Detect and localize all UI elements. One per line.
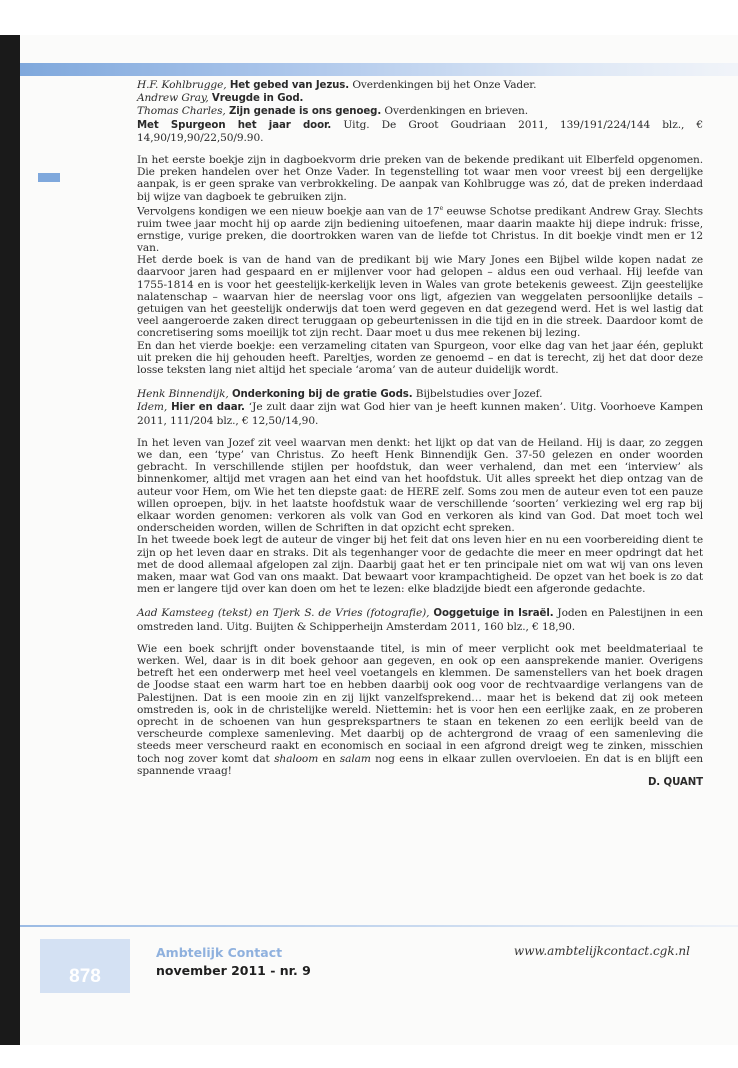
review-1 <box>137 79 703 376</box>
book-author: Idem, <box>137 401 168 414</box>
reviewer-signature: D. QUANT <box>647 777 703 789</box>
page-content <box>137 79 703 789</box>
book-subtitle: Overdenkingen bij het Onze Vader. <box>349 79 537 91</box>
publication-info: Uitg. De Groot Goudriaan 2011, 139/191/224/144 blz., € 14,90/19,90/22,50/9.90. <box>137 118 703 144</box>
book-title: Hier en daar. <box>171 402 245 414</box>
review-1-heading <box>137 79 703 144</box>
book-author: Andrew Gray, <box>137 92 209 105</box>
review-paragraph: Wie een boek schrijft onder bovenstaande titel, is min of meer verplicht ook met beeldmateriaal te werken. Wel, daar is in dit boek gehoor aan gegeven, en ook op een aansprekende manier. Overigens betreft het een onderwerp met heel veel voetangels en klemmen. De samenstellers van het boek dragen de Joodse staat een warm hart toe en hebben daarbij ook oog voor de rechtvaardige verlangens van de Palestijnen. Dat is een mooie zin en zij lijkt vanzelfsprekend… maar het is bekend dat zij ook meteen omstreden is, ook in de christelijke wereld. Niettemin: het is voor hen een eerlijke zaak, en ze proberen oprecht in de schoenen van hun gesprekspartners te staan en tekenen zo een eerlijk beeld van de verscheurde complexe samenleving. Met daarbij op de achtergrond de vraag of een samenleving die steeds meer verscheurd raakt en economisch en sociaal in een afgrond dreigt weg te zinken, misschien toch nog zover komt dat shaloom en salam nog eens in elkaar zullen overvloeien. En dat is en blijft een spannende vraag! <box>137 642 703 777</box>
publication-info: ‘Je zult daar zijn wat God hier van je heeft kunnen maken’. Uitg. Voorhoeve Kampen 2011, 111/204 blz., € 12,50/14,90. <box>137 401 703 427</box>
book-title: Onderkoning bij de gratie Gods. <box>231 389 413 401</box>
page-number-box <box>40 939 130 993</box>
review-paragraph: In het leven van Jozef zit veel waarvan men denkt: het lijkt op dat van de Heiland. Hij is daar, zo zeggen we dan, een ‘type’ van Christus. Zo heeft Henk Binnendijk Gen. 37-50 gelezen en onder woorden gebracht. In verschillende stijlen per hoofdstuk, dan weer verhalend, dan met een ‘interview’ als binnenkomer, altijd met vragen aan het eind van het hoofdstuk. Uit alles spreekt het diep ontzag van de auteur voor Hem, om Wie het ten diepste gaat: de HERE zelf. Soms zou men de auteur even tot een pauze willen oproepen, bijv. in het laatste hoofdstuk waar de verschillende ‘soorten’ verkiezing wel erg rap bij elkaar worden genomen: verkoren als volk van God en verkoren als kind van God. Dat moet toch wel onderscheiden worden, willen de Schriften in dat opzicht echt spreken. <box>137 436 703 535</box>
review-3-heading <box>137 607 703 632</box>
scan-bottom-margin <box>0 1045 738 1068</box>
review-paragraph: In het eerste boekje zijn in dagboekvorm drie preken van de bekende predikant uit Elberfeld opgenomen. Die preken handelen over het Onze Vader. In tegenstelling tot waar men voor vreest bij een dergelijke aanpak, is er geen sprake van verbrokkeling. De aanpak van Kohlbrugge was zó, dat de preken inderdaad bij wijze van dagboek te gebruiken zijn. <box>137 154 703 203</box>
book-subtitle: Bijbelstudies over Jozef. <box>412 388 543 401</box>
book-title: Vreugde in God. <box>211 93 304 105</box>
page-number: 878 <box>69 966 101 987</box>
book-author: H.F. Kohlbrugge, <box>137 79 227 91</box>
review-paragraph: Het derde boek is van de hand van de predikant bij wie Mary Jones een Bijbel wilde kopen nadat ze daarvoor jaren had gespaard en er mijlenver voor had gelopen – aldus een oud verhaal. Hij leefde van 1755-1814 en is voor het geestelijk-kerkelijk leven in Wales van grote betekenis geweest. Zijn geestelijke nalatenschap – waarvan hier de neerslag voor ons ligt, afgezien van weggelaten persoonlijke details – getuigen van het geestelijk onderwijs dat toen werd gegeven en dat gezegend werd. Het is wel lastig dat veel aangeroerde zaken direct teruggaan op gebeurtenissen in die tijd en in die streek. Daardoor komt de concretisering soms moeilijk tot zijn recht. Daar moet u dus mee rekenen bij lezing. <box>137 254 703 340</box>
margin-marker <box>38 173 60 182</box>
scan-top-margin <box>0 0 738 35</box>
scan-left-edge <box>0 35 20 1045</box>
header-color-band <box>20 63 738 76</box>
publication-info: Joden en Palestijnen in een omstreden land. Uitg. Buijten & Schipperheijn Amsterdam 2011, 160 blz., € 18,90. <box>137 607 703 633</box>
review-3 <box>137 607 703 789</box>
review-2-heading <box>137 388 703 427</box>
review-2 <box>137 388 703 595</box>
book-author: Thomas Charles, <box>137 105 226 118</box>
magazine-issue: november 2011 - nr. 9 <box>156 963 311 978</box>
magazine-title: Ambtelijk Contact <box>156 945 283 960</box>
book-subtitle: Overdenkingen en brieven. <box>381 105 529 118</box>
review-paragraph: Vervolgens kondigen we een nieuw boekje aan van de 17e eeuwse Schotse predikant Andrew Gray. Slechts ruim twee jaar mocht hij op aarde zijn bediening uitoefenen, maar daarin maakte hij diepe indruk: frisse, ernstige, vurige preken, die doortrokken waren van de liefde tot Christus. In dit boekje vindt men er 12 van. <box>137 204 703 254</box>
review-paragraph: In het tweede boek legt de auteur de vinger bij het feit dat ons leven hier en nu een voorbereiding dient te zijn op het leven daar en straks. Dit als tegenhanger voor de gedachte die meer en meer opdringt dat het met de dood allemaal afgelopen zal zijn. Daarbij gaat het er ten principale niet om wat wij van ons leven maken, maar wat God van ons maakt. Dat bewaart voor krampachtigheid. De opzet van het boek is zo dat men er langere tijd over kan doen om het te lezen: elke bladzijde biedt een afgeronde gedachte. <box>137 534 703 596</box>
book-title: Zijn genade is ons genoeg. <box>228 106 382 118</box>
book-title: Met Spurgeon het jaar door. <box>137 119 332 131</box>
book-title: Ooggetuige in Israël. <box>433 608 554 620</box>
book-author: Henk Binnendijk, <box>137 388 229 401</box>
magazine-url: www.ambtelijkcontact.cgk.nl <box>513 944 690 958</box>
book-title: Het gebed van Jezus. <box>229 80 350 91</box>
book-author: Aad Kamsteeg (tekst) en Tjerk S. de Vries (fotografie), <box>137 607 430 620</box>
footer-divider <box>20 925 738 927</box>
review-paragraph: En dan het vierde boekje: een verzameling citaten van Spurgeon, voor elke dag van het jaar één, geplukt uit preken die hij gehouden heeft. Pareltjes, worden ze genoemd – en dat is terecht, zij het dat door deze losse teksten lang niet altijd het speciale ‘aroma’ van de auteur duidelijk wordt. <box>137 339 703 376</box>
